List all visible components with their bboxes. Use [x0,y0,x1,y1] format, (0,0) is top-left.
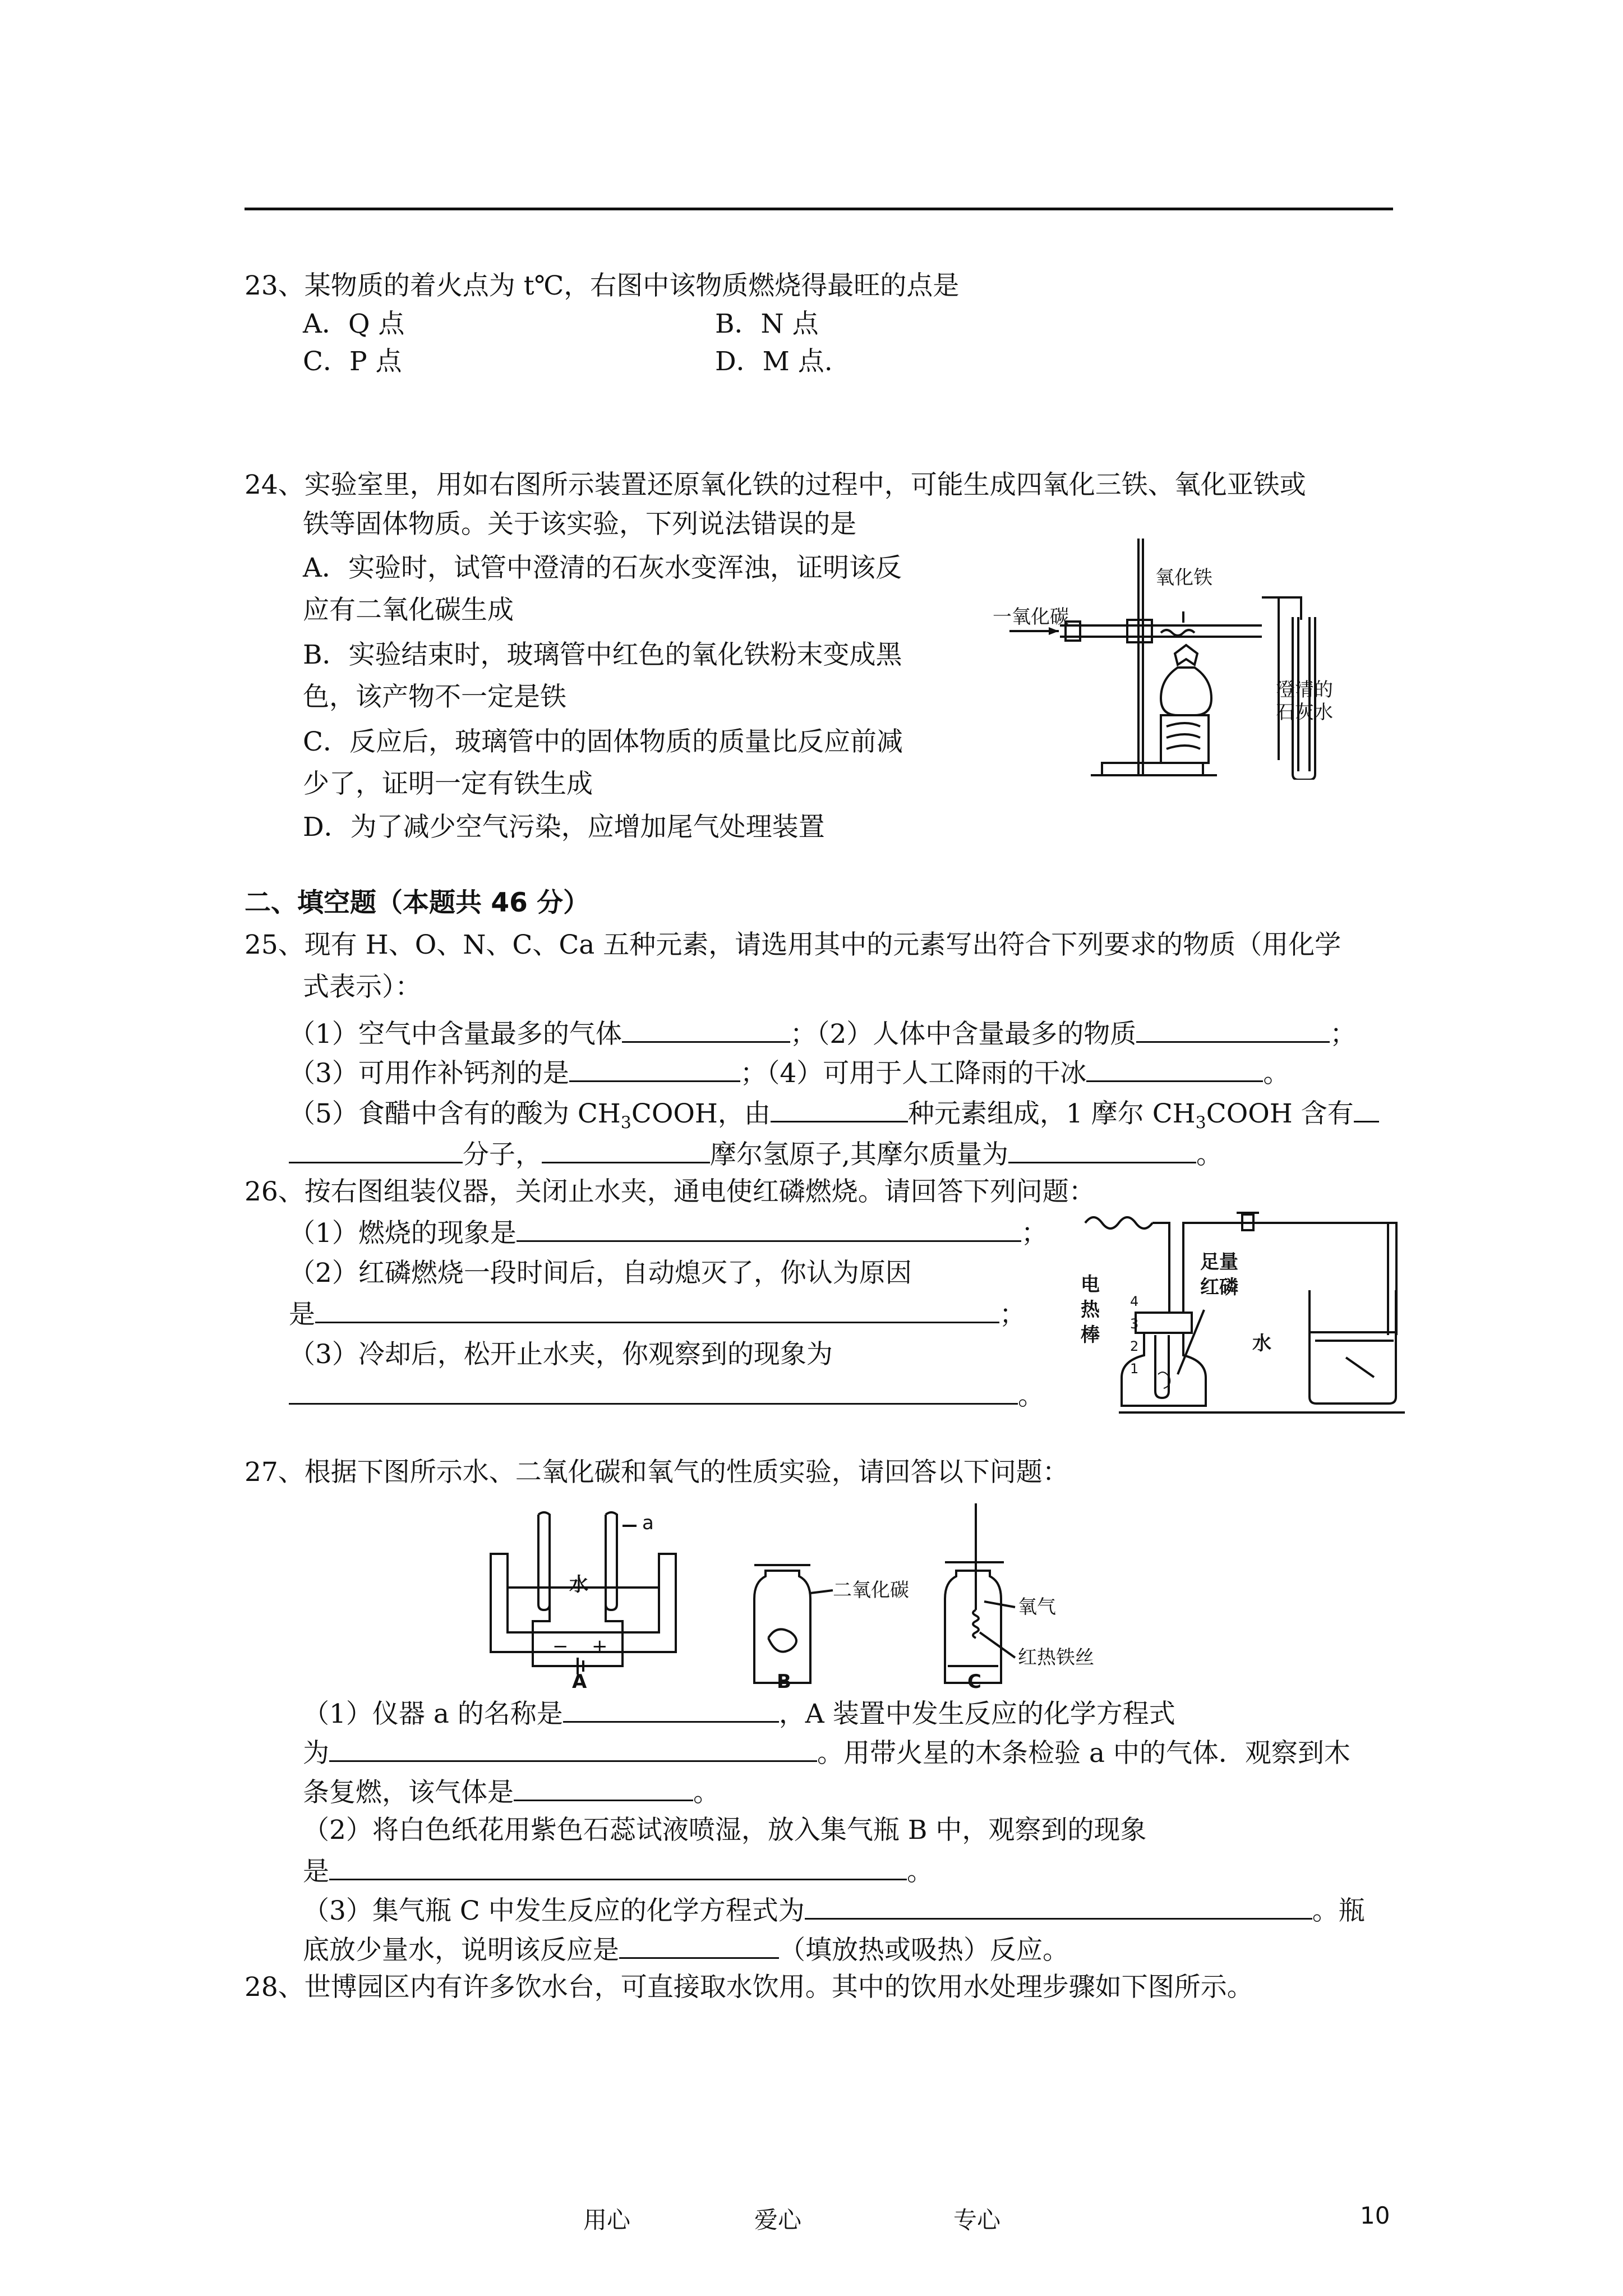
q27-blank-1[interactable] [563,1695,779,1723]
fig-label-iron-oxide: 氧化铁 [1155,567,1212,589]
q25-line2 [289,1055,1289,1091]
q25-stem-line1: 25、现有 H、O、N、C、Ca 五种元素，请选用其中的元素写出符合下列要求的物质（用化学 [245,930,1341,960]
q26-semicolon: ； [999,1299,1026,1330]
footer-text-1: 用心 [583,2206,631,2234]
q27-blank-5[interactable] [805,1892,1312,1920]
q26-stem: 26、按右图组装仪器，关闭止水夹，通电使红磷燃烧。请回答下列问题： [245,1176,1095,1207]
q27-experiments-figure [485,1492,1102,1694]
q25-blank-5[interactable] [771,1095,908,1122]
q25-part5-text-b: COOH，由 [631,1098,771,1129]
q26-blank-2[interactable] [315,1296,999,1323]
q24-stem-line2: 铁等固体物质。关于该实验，下列说法错误的是 [303,509,856,540]
q27-part1-text-e: 条复燃，该气体是 [303,1777,514,1808]
fig-label-rod-1: 电 [1081,1273,1100,1296]
fig-label-co: 一氧化碳 [993,606,1069,628]
q27-line2 [303,1734,1350,1770]
q27-part1-text-c: 为 [303,1738,329,1769]
q27-stem: 27、根据下图所示水、二氧化碳和氧气的性质实验，请回答以下问题： [245,1457,1069,1488]
section-title: 二、填空题（本题共 46 分） [245,887,590,918]
q25-blank-6[interactable] [289,1136,463,1163]
q24-option-c-line1: C．反应后，玻璃管中的固体物质的质量比反应前减 [303,726,903,757]
fig-label-plus: + [592,1635,608,1658]
fig-label-limewater-2: 石灰水 [1276,701,1333,724]
q27-blank-2[interactable] [329,1734,817,1762]
q26-part2-text-b: 是 [289,1299,315,1330]
q25-part2-text: ；（2）人体中含量最多的物质 [790,1019,1137,1050]
q26-apparatus-figure [1074,1206,1405,1414]
q25-period: 。 [1196,1139,1223,1170]
fig-label-limewater-1: 澄清的 [1276,679,1333,701]
q25-part5-text-c: 种元素组成，1 摩尔 CH [907,1098,1196,1129]
q26-line2: （2）红磷燃烧一段时间后，自动熄灭了，你认为原因 [289,1258,912,1289]
fig-label-C: C [967,1671,981,1693]
q26-line3 [289,1296,1026,1332]
fig-tick-4: 4 [1130,1294,1139,1309]
q25-part1-text: （1）空气中含量最多的气体 [289,1019,622,1050]
q25-blank-2[interactable] [1136,1015,1330,1043]
q24-option-c-line2: 少了，证明一定有铁生成 [303,769,593,799]
q23-stem: 23、某物质的着火点为 t℃，右图中该物质燃烧得最旺的点是 [245,270,960,301]
q27-line3 [303,1774,720,1810]
q26-line4: （3）冷却后，松开止水夹，你观察到的现象为 [289,1339,833,1370]
fig-label-iron-wire: 红热铁丝 [1018,1646,1094,1669]
q26-semicolon: ； [1021,1218,1048,1249]
q25-line4 [289,1136,1223,1172]
q27-line5 [303,1853,933,1889]
q27-period: 。 [693,1777,720,1808]
q27-line1 [303,1695,1175,1731]
q27-line7 [303,1931,1069,1967]
q25-part4-text: ；（4）可用于人工降雨的干冰 [740,1058,1087,1089]
fig-tick-1: 1 [1130,1361,1139,1377]
q24-option-a-line1: A．实验时，试管中澄清的石灰水变浑浊，证明该反 [303,553,902,583]
q27-part3-text-b: 。瓶 [1312,1895,1365,1926]
fig-label-phosphorus-1: 足量 [1200,1251,1238,1273]
q27-period: 。 [907,1856,933,1887]
q28-stem: 28、世博园区内有许多饮水台，可直接取水饮用。其中的饮用水处理步骤如下图所示。 [245,1972,1253,2003]
q27-blank-6[interactable] [619,1931,779,1959]
q25-part6-text-b: 摩尔氢原子,其摩尔质量为 [710,1139,1008,1170]
q26-blank-3[interactable] [289,1377,1018,1405]
q23-option-b: B．N 点 [715,309,819,339]
q27-part1-text-b: ，A 装置中发生反应的化学方程式 [778,1699,1175,1729]
q25-blank-7[interactable] [542,1136,710,1163]
fig-label-water-A: 水 [569,1573,588,1596]
q27-blank-3[interactable] [514,1774,693,1801]
q24-option-b-line2: 色，该产物不一定是铁 [303,682,566,712]
fig-tick-2: 2 [1130,1338,1139,1354]
q27-part3-text-c: 底放少量水，说明该反应是 [303,1935,619,1966]
footer-text-3: 专心 [953,2206,1001,2234]
q25-blank-8[interactable] [1008,1136,1196,1163]
q24-option-b-line1: B．实验结束时，玻璃管中红色的氧化铁粉末变成黑 [303,639,902,670]
q26-part1-text: （1）燃烧的现象是 [289,1218,517,1249]
q25-semicolon: ； [1330,1019,1357,1050]
fig-label-rod-3: 棒 [1081,1324,1100,1346]
fig-label-rod-2: 热 [1081,1299,1100,1321]
fig-label-co2: 二氧化碳 [833,1579,909,1602]
q26-blank-1[interactable] [517,1214,1021,1242]
q23-option-d: D．M 点. [715,346,833,377]
q27-line6 [303,1892,1365,1928]
q23-option-a: A．Q 点 [303,309,405,339]
q25-blank-1[interactable] [622,1015,790,1043]
page-number: 10 [1360,2202,1390,2229]
q24-option-a-line2: 应有二氧化碳生成 [303,595,514,625]
fig-label-oxygen: 氧气 [1018,1596,1056,1618]
q26-line1 [289,1214,1048,1250]
q26-line5 [289,1377,1044,1413]
fig-label-water: 水 [1252,1332,1271,1355]
q27-part3-text-a: （3）集气瓶 C 中发生反应的化学方程式为 [303,1895,805,1926]
q25-line3 [289,1095,1379,1131]
q27-part2-text-b: 是 [303,1856,329,1887]
red-phosphorus-apparatus-diagram [1074,1206,1405,1414]
fig-label-phosphorus-2: 红磷 [1200,1276,1238,1299]
q25-blank-4[interactable] [1086,1055,1263,1082]
q27-part1-text-a: （1）仪器 a 的名称是 [303,1699,563,1729]
q24-apparatus-figure [993,533,1333,780]
fig-label-A: A [572,1671,587,1693]
q24-option-d: D．为了减少空气污染，应增加尾气处理装置 [303,812,825,843]
fig-label-a: a [642,1512,654,1534]
fig-label-B: B [777,1671,791,1693]
q25-part5-text-a: （5）食醋中含有的酸为 CH [289,1098,621,1129]
q27-part1-text-d: 。用带火星的木条检验 a 中的气体．观察到木 [817,1738,1350,1769]
q24-stem-line1: 24、实验室里，用如右图所示装置还原氧化铁的过程中，可能生成四氧化三铁、氧化亚铁或 [245,470,1306,500]
header-rule [245,208,1393,210]
q25-part3-text: （3）可用作补钙剂的是 [289,1058,569,1089]
q25-part6-text-a: 分子， [463,1139,542,1170]
q27-part3-text-d: （填放热或吸热）反应。 [779,1935,1069,1966]
q27-part2-text-a: （2）将白色纸花用紫色石蕊试液喷湿，放入集气瓶 B 中，观察到的现 [303,1815,1121,1846]
q25-blank-3[interactable] [569,1055,740,1082]
q25-blank-6a[interactable] [1354,1095,1379,1122]
q23-option-c: C．P 点 [303,346,402,377]
q25-period: 。 [1263,1058,1290,1089]
q26-period: 。 [1018,1381,1044,1411]
q27-part2-text-a2: 象 [1120,1815,1147,1846]
q25-line1 [289,1015,1356,1051]
fig-label-minus: − [552,1635,569,1658]
footer-text-2: 爱心 [754,2206,802,2234]
q25-part5-text-d: COOH 含有 [1206,1098,1354,1129]
q27-blank-4[interactable] [329,1853,907,1880]
q27-line4 [303,1814,1146,1847]
subscript-3: 3 [1195,1113,1206,1133]
fig-tick-3: 3 [1130,1316,1139,1332]
q25-stem-line2: 式表示）： [303,972,422,1002]
subscript-3: 3 [620,1113,631,1133]
